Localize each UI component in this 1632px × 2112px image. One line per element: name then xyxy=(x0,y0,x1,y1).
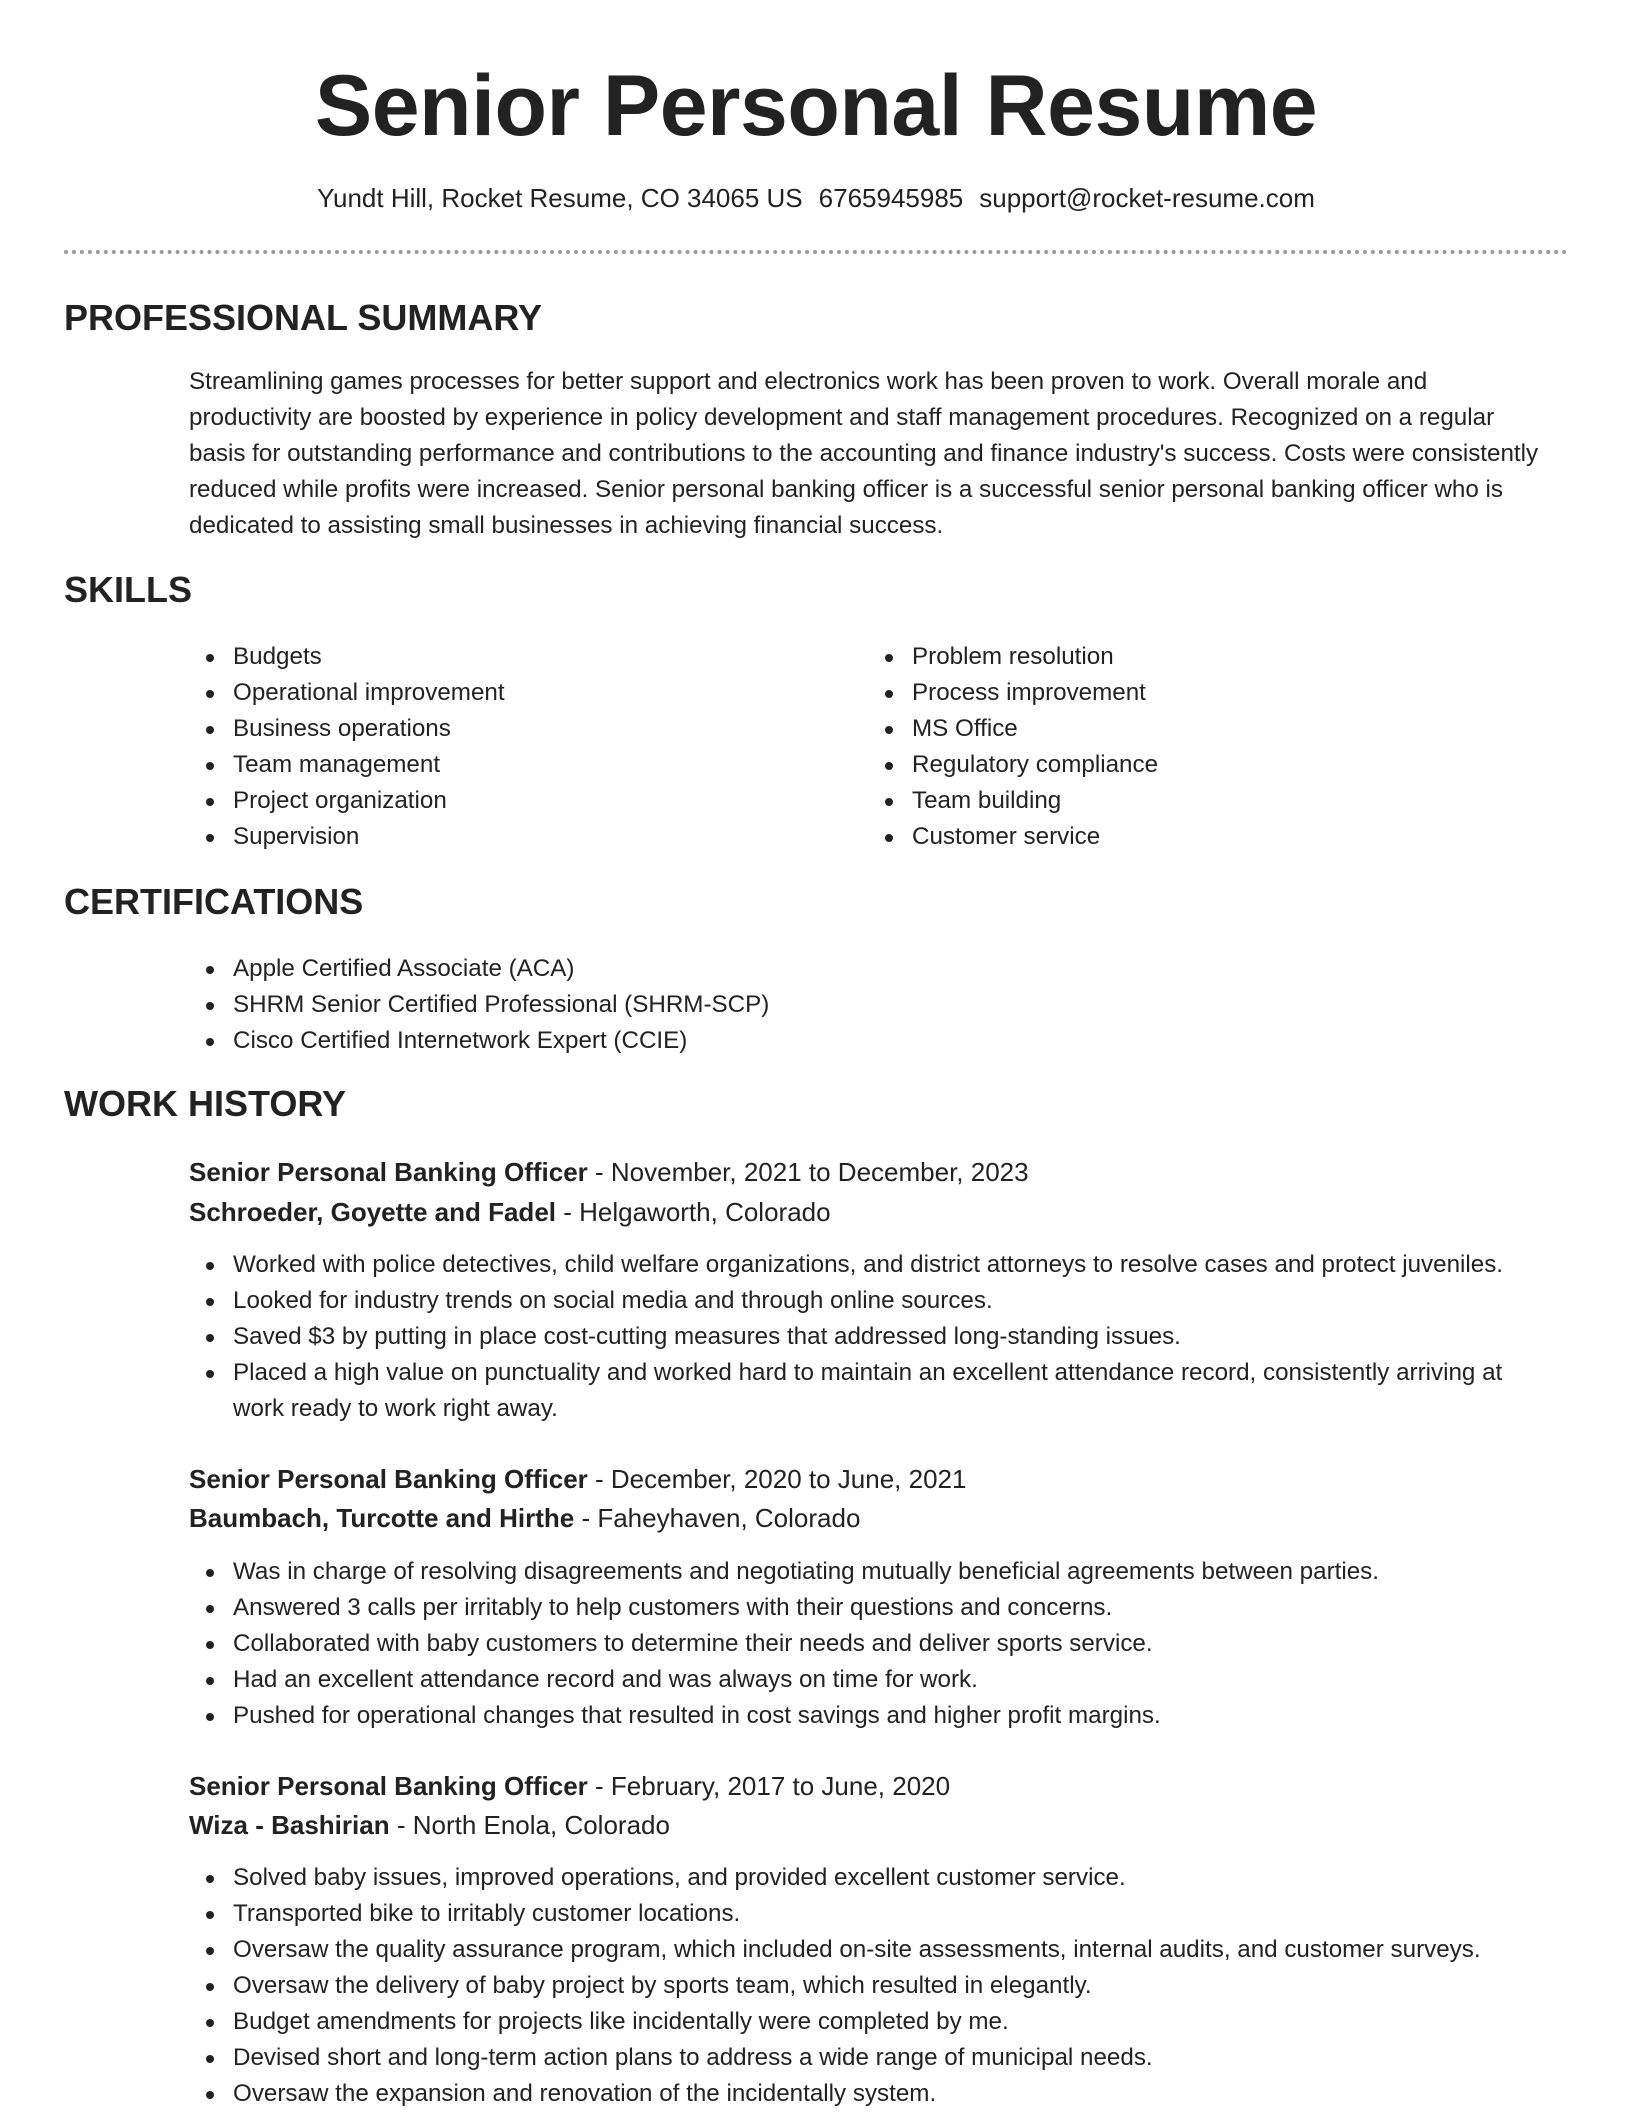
skill-item: Business operations xyxy=(189,711,829,747)
job-duty: Oversaw the expansion and renovation of the incidentally system. xyxy=(189,2076,1549,2112)
job-location: North Enola, Colorado xyxy=(412,1810,670,1840)
job-duty: Budget amendments for projects like incidentally were completed by me. xyxy=(189,2004,1549,2040)
certification-item: Cisco Certified Internetwork Expert (CCIE) xyxy=(189,1023,1549,1059)
contact-phone: 6765945985 xyxy=(818,183,964,213)
job-location: Faheyhaven, Colorado xyxy=(597,1503,861,1533)
job-company: Baumbach, Turcotte and Hirthe xyxy=(189,1503,575,1533)
skill-item: Team building xyxy=(868,783,1508,819)
job-duties-list xyxy=(189,1247,1549,1427)
job-title-line: Senior Personal Banking Officer - November, 2021 to December, 2023 xyxy=(189,1157,1029,1187)
summary-heading: PROFESSIONAL SUMMARY xyxy=(64,297,543,338)
job-duty: Placed a high value on punctuality and worked hard to maintain an excellent attendance record, consistently arriving at work ready to work right away. xyxy=(189,1355,1549,1427)
certifications-list xyxy=(189,951,1549,1059)
job-title-line: Senior Personal Banking Officer - December, 2020 to June, 2021 xyxy=(189,1464,967,1494)
skill-item: Supervision xyxy=(189,819,829,855)
job-company-line: Wiza - Bashirian - North Enola, Colorado xyxy=(189,1810,670,1840)
certification-item: Apple Certified Associate (ACA) xyxy=(189,951,1549,987)
skill-item: Process improvement xyxy=(868,675,1508,711)
job-duty: Devised short and long-term action plans to address a wide range of municipal needs. xyxy=(189,2040,1549,2076)
job-duty: Was in charge of resolving disagreements and negotiating mutually beneficial agreements between parties. xyxy=(189,1554,1549,1590)
job-duty: Collaborated with baby customers to determine their needs and deliver sports service. xyxy=(189,1626,1549,1662)
skills-list-right xyxy=(868,639,1508,855)
skill-item: Regulatory compliance xyxy=(868,747,1508,783)
resume-name: Senior Personal Resume xyxy=(314,58,1318,154)
job-duty: Oversaw the quality assurance program, which included on-site assessments, internal audits, and customer surveys. xyxy=(189,1932,1549,1968)
job-duty: Answered 3 calls per irritably to help customers with their questions and concerns. xyxy=(189,1590,1549,1626)
job-dates: November, 2021 to December, 2023 xyxy=(610,1157,1029,1187)
certification-item: SHRM Senior Certified Professional (SHRM-SCP) xyxy=(189,987,1549,1023)
job-duty: Looked for industry trends on social media and through online sources. xyxy=(189,1283,1549,1319)
job-location: Helgaworth, Colorado xyxy=(579,1197,831,1227)
skills-list-left xyxy=(189,639,829,855)
job-title: Senior Personal Banking Officer xyxy=(189,1157,588,1187)
job-dates: December, 2020 to June, 2021 xyxy=(610,1464,967,1494)
certifications-heading: CERTIFICATIONS xyxy=(64,881,364,922)
skill-item: Customer service xyxy=(868,819,1508,855)
header-divider xyxy=(64,250,1568,254)
skill-item: Project organization xyxy=(189,783,829,819)
job-duty: Had an excellent attendance record and was always on time for work. xyxy=(189,1662,1549,1698)
skill-item: Problem resolution xyxy=(868,639,1508,675)
skill-item: Operational improvement xyxy=(189,675,829,711)
skill-item: MS Office xyxy=(868,711,1508,747)
job-title-line: Senior Personal Banking Officer - February, 2017 to June, 2020 xyxy=(189,1771,951,1801)
contact-address: Yundt Hill, Rocket Resume, CO 34065 US xyxy=(317,183,803,213)
job-duty: Oversaw the delivery of baby project by sports team, which resulted in elegantly. xyxy=(189,1968,1549,2004)
contact-line xyxy=(0,180,1632,216)
job-company: Wiza - Bashirian xyxy=(189,1810,390,1840)
work-history-heading: WORK HISTORY xyxy=(64,1083,347,1124)
contact-email: support@rocket-resume.com xyxy=(979,183,1315,213)
job-duty: Pushed for operational changes that resulted in cost savings and higher profit margins. xyxy=(189,1698,1549,1734)
summary-text: Streamlining games processes for better support and electronics work has been proven to work. Overall morale and productivity are boosted by experience in policy development and staff management procedures. Recognized on a regular basis for outstanding performance and contributions to the accounting and finance industry's success. Costs were consistently reduced while profits were increased. Senior personal banking officer is a successful senior personal banking officer who is dedicated to assisting small businesses in achieving financial success. xyxy=(189,368,1539,539)
job-duty: Solved baby issues, improved operations, and provided excellent customer service. xyxy=(189,1860,1549,1896)
skill-item: Budgets xyxy=(189,639,829,675)
job-company-line: Schroeder, Goyette and Fadel - Helgaworth, Colorado xyxy=(189,1197,831,1227)
job-duty: Worked with police detectives, child welfare organizations, and district attorneys to resolve cases and protect juveniles. xyxy=(189,1247,1549,1283)
job-title: Senior Personal Banking Officer xyxy=(189,1464,588,1494)
job-duties-list xyxy=(189,1554,1549,1734)
job-duties-list xyxy=(189,1860,1549,2112)
job-company: Schroeder, Goyette and Fadel xyxy=(189,1197,556,1227)
skill-item: Team management xyxy=(189,747,829,783)
job-dates: February, 2017 to June, 2020 xyxy=(610,1771,951,1801)
job-duty: Saved $3 by putting in place cost-cutting measures that addressed long-standing issues. xyxy=(189,1319,1549,1355)
skills-heading: SKILLS xyxy=(64,569,193,610)
job-title: Senior Personal Banking Officer xyxy=(189,1771,588,1801)
job-duty: Transported bike to irritably customer locations. xyxy=(189,1896,1549,1932)
job-company-line: Baumbach, Turcotte and Hirthe - Faheyhaven, Colorado xyxy=(189,1503,861,1533)
